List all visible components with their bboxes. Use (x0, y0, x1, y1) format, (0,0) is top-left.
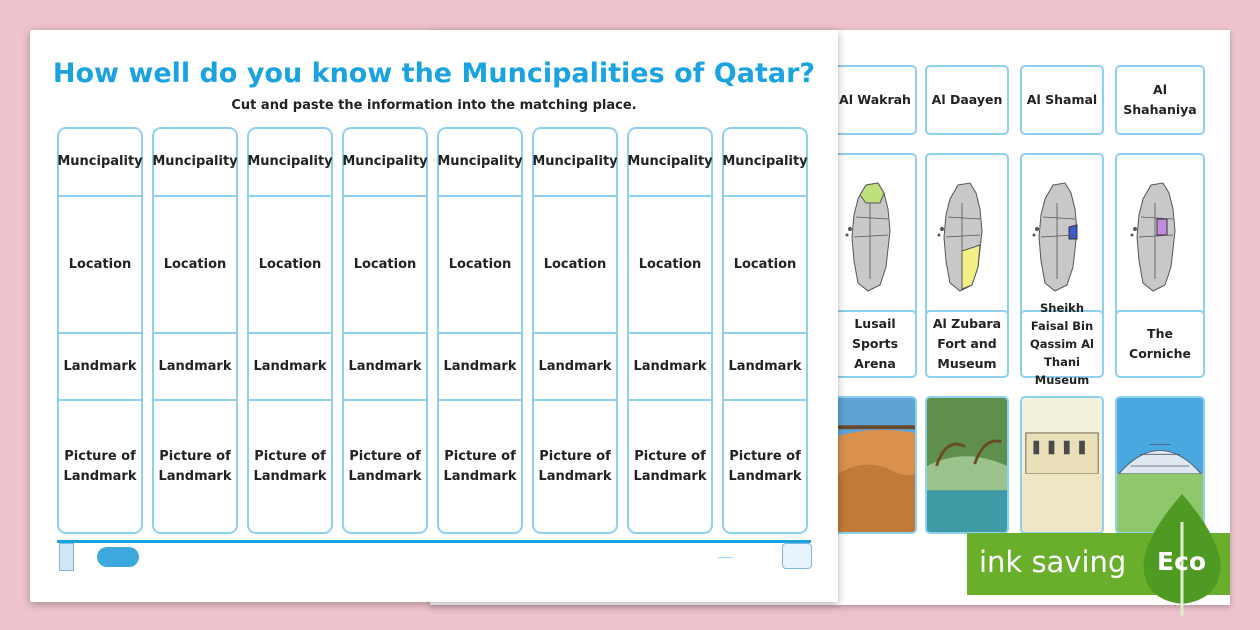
location-cell: Location (543, 256, 607, 272)
landmark-card (1115, 310, 1205, 378)
picture-card (925, 396, 1009, 534)
qatar-map-east (1031, 179, 1093, 297)
name-card (1115, 65, 1205, 135)
location-cell: Location (638, 256, 702, 272)
picture-cell: Picture of Landmark (633, 448, 707, 484)
fort-picture (1022, 398, 1102, 532)
mangrove-picture (927, 398, 1007, 532)
qatar-map-center (1129, 179, 1191, 297)
landmark-card (1020, 301, 1104, 387)
brand-logo-icon (782, 543, 812, 569)
municipality-name: Al Wakrah (839, 92, 911, 107)
landmark-card (925, 310, 1009, 378)
landmark-cell: Landmark (538, 358, 612, 374)
picture-cell: Picture of Landmark (728, 448, 802, 484)
map-card (1115, 153, 1205, 323)
landmark-cell: Landmark (728, 358, 802, 374)
landmark-cell: Landmark (348, 358, 422, 374)
page-subtitle: Cut and paste the information into the matching place. (231, 98, 637, 113)
landmark-cell: Landmark (633, 358, 707, 374)
column (627, 127, 713, 534)
map-card (1020, 153, 1104, 323)
column (437, 127, 523, 534)
municipality-cell: Muncipality (437, 154, 523, 169)
location-cell: Location (353, 256, 417, 272)
municipality-cell: Muncipality (342, 154, 428, 169)
picture-cell: Picture of Landmark (348, 448, 422, 484)
eco-banner-text: ink saving (979, 545, 1127, 579)
municipality-cell: Muncipality (247, 154, 333, 169)
column (342, 127, 428, 534)
municipality-name: Al Shahaniya (1123, 82, 1197, 117)
landmark-name: Lusail Sports Arena (851, 316, 899, 371)
page-title: How well do you know the Muncipalities of Qatar? (52, 58, 816, 89)
municipality-name: Al Daayen (931, 92, 1003, 107)
location-cell: Location (258, 256, 322, 272)
worksheet (30, 30, 838, 602)
map-card (833, 153, 917, 323)
picture-cell: Picture of Landmark (253, 448, 327, 484)
column (722, 127, 808, 534)
municipality-cell: Muncipality (152, 154, 238, 169)
name-card (925, 65, 1009, 135)
landmark-cell: Landmark (443, 358, 517, 374)
picture-cell: Picture of Landmark (538, 448, 612, 484)
footer-bar (57, 540, 811, 543)
municipality-cell: Muncipality (627, 154, 713, 169)
municipality-cell: Muncipality (722, 154, 808, 169)
column (57, 127, 143, 534)
name-card (833, 65, 917, 135)
qatar-map-north (844, 179, 906, 297)
landmark-name: Al Zubara Fort and Museum (932, 316, 1002, 371)
landmark-cell: Landmark (158, 358, 232, 374)
badge-logo-icon (97, 547, 139, 567)
location-cell: Location (163, 256, 227, 272)
location-cell: Location (733, 256, 797, 272)
column (247, 127, 333, 534)
municipality-cell: Muncipality (57, 154, 143, 169)
column (532, 127, 618, 534)
desert-dunes-picture (835, 398, 915, 532)
location-cell: Location (68, 256, 132, 272)
landmark-card (833, 310, 917, 378)
picture-cell: Picture of Landmark (63, 448, 137, 484)
eco-label: Eco (1157, 547, 1207, 576)
name-card (1020, 65, 1104, 135)
municipality-cell: Muncipality (532, 154, 618, 169)
landmark-name: Sheikh Faisal Bin Qassim Al Thani Museum (1030, 301, 1094, 387)
footer-url-icon: ──── (718, 555, 733, 562)
landmark-name: The Corniche (1129, 326, 1191, 361)
column (152, 127, 238, 534)
landmark-cell: Landmark (63, 358, 137, 374)
picture-cell: Picture of Landmark (443, 448, 517, 484)
map-card (925, 153, 1009, 323)
publisher-logo-icon (59, 543, 74, 571)
picture-card (1020, 396, 1104, 534)
location-cell: Location (448, 256, 512, 272)
picture-card (833, 396, 917, 534)
qatar-map-south (936, 179, 998, 297)
municipality-name: Al Shamal (1026, 92, 1098, 107)
landmark-cell: Landmark (253, 358, 327, 374)
picture-cell: Picture of Landmark (158, 448, 232, 484)
